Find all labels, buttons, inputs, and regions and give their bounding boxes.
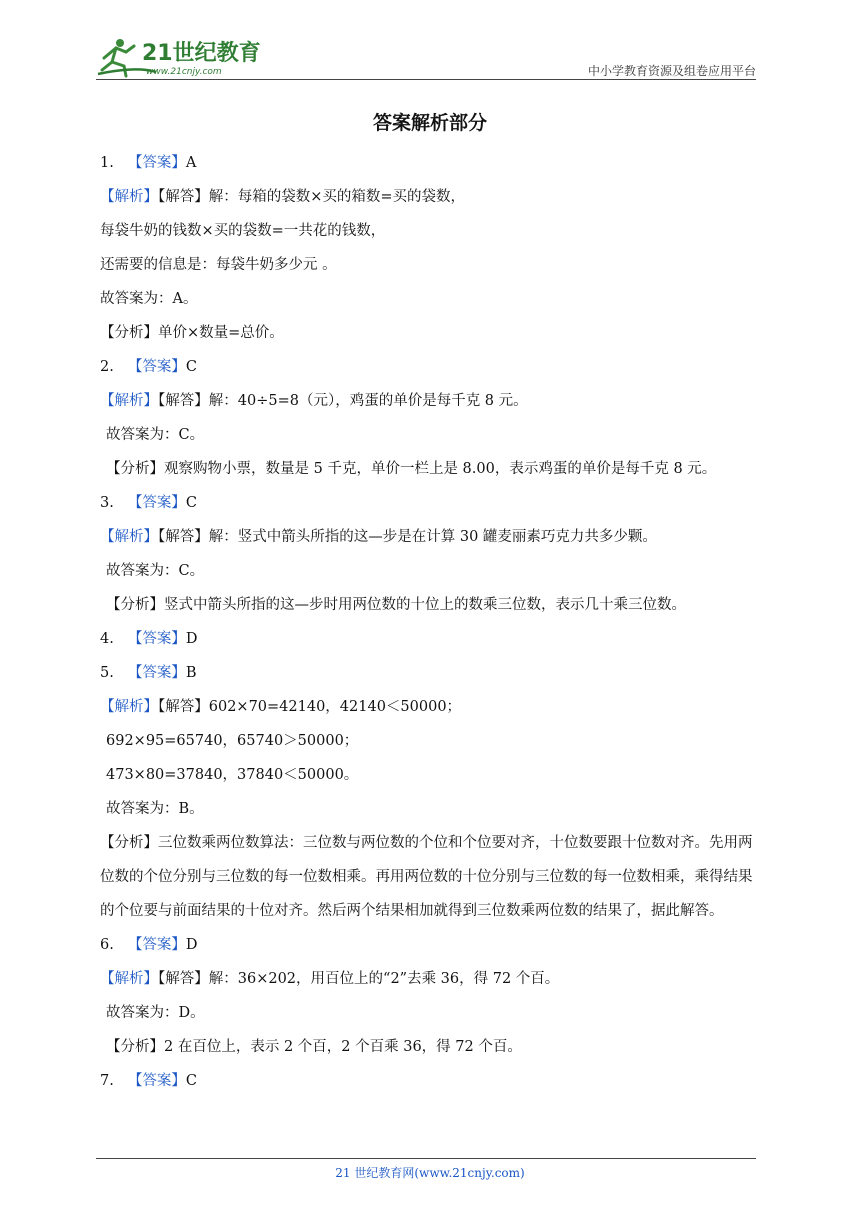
answer-list bbox=[100, 146, 760, 1098]
logo-url: www.21cnjy.com bbox=[146, 67, 222, 77]
answer-value: C bbox=[185, 359, 197, 375]
explanation-text: 【解答】解：每箱的袋数×买的箱数=买的袋数， bbox=[158, 189, 466, 205]
logo-21cnjy bbox=[96, 36, 266, 80]
answer-value: C bbox=[185, 495, 197, 511]
answer-line bbox=[100, 622, 760, 656]
explanation-line bbox=[100, 282, 760, 316]
answer-tag: 【答案】 bbox=[127, 631, 186, 647]
explanation-text: 【解答】解：40÷5=8（元），鸡蛋的单价是每千克 8 元。 bbox=[158, 393, 528, 409]
explanation-line bbox=[100, 996, 760, 1030]
answer-line bbox=[100, 656, 760, 690]
explanation-text: 还需要的信息是：每袋牛奶多少元 。 bbox=[100, 257, 337, 273]
explanation-text: 【分析】三位数乘两位数算法：三位数与两位数的个位和个位要对齐，十位数要跟十位数对齐。先用两位数的个位分别与三位数的每一位数相乘。再用两位数的十位分别与三位数的每一位数相乘，乘得结果的个位要与前面结果的十位对齐。然后两个结果相加就得到三位数乘两位数的结果了，据此解答。 bbox=[100, 835, 753, 919]
answer-value: C bbox=[185, 1073, 197, 1089]
item-number: 3. bbox=[100, 495, 114, 511]
explanation-text: 【解答】解：竖式中箭头所指的这—步是在计算 30 罐麦丽素巧克力共多少颗。 bbox=[158, 529, 657, 545]
page-header bbox=[96, 30, 756, 80]
answer-line bbox=[100, 350, 760, 384]
explanation-line bbox=[100, 1030, 760, 1064]
explanation-text: 【解答】602×70=42140，42140＜50000； bbox=[158, 699, 462, 715]
header-rule bbox=[96, 79, 756, 80]
explanation-text: 【分析】2 在百位上，表示 2 个百，2 个百乘 36，得 72 个百。 bbox=[106, 1039, 522, 1055]
explanation-text: 473×80=37840，37840＜50000。 bbox=[106, 767, 359, 783]
explanation-text: 故答案为：C。 bbox=[106, 563, 205, 579]
answer-tag: 【答案】 bbox=[127, 155, 186, 171]
explanation-text: 【分析】观察购物小票，数量是 5 千克，单价一栏上是 8.00，表示鸡蛋的单价是每千克 8 元。 bbox=[106, 461, 717, 477]
answer-value: D bbox=[185, 631, 198, 647]
explanation-text: 【分析】单价×数量=总价。 bbox=[100, 325, 284, 341]
answer-tag: 【答案】 bbox=[127, 1073, 186, 1089]
logo-text: 21世纪教育 bbox=[142, 41, 261, 66]
explanation-line bbox=[100, 418, 760, 452]
analysis-tag: 【解析】 bbox=[100, 393, 158, 409]
answer-value: D bbox=[185, 937, 198, 953]
item-number: 7. bbox=[100, 1073, 114, 1089]
answer-tag: 【答案】 bbox=[127, 359, 186, 375]
answer-tag: 【答案】 bbox=[127, 937, 186, 953]
explanation-text: 每袋牛奶的钱数×买的袋数=一共花的钱数， bbox=[100, 223, 386, 239]
analysis-line bbox=[100, 962, 760, 996]
answer-line bbox=[100, 928, 760, 962]
answer-line bbox=[100, 486, 760, 520]
analysis-line bbox=[100, 384, 760, 418]
answer-tag: 【答案】 bbox=[127, 495, 186, 511]
analysis-tag: 【解析】 bbox=[100, 971, 158, 987]
explanation-text: 故答案为：D。 bbox=[106, 1005, 205, 1021]
explanation-line bbox=[100, 248, 760, 282]
explanation-line bbox=[100, 588, 760, 622]
platform-name: 中小学教育资源及组卷应用平台 bbox=[587, 64, 756, 78]
explanation-text: 故答案为：B。 bbox=[106, 801, 204, 817]
explanation-text: 【分析】竖式中箭头所指的这—步时用两位数的十位上的数乘三位数，表示几十乘三位数。 bbox=[106, 597, 686, 613]
explanation-line bbox=[100, 214, 760, 248]
explanation-line bbox=[100, 316, 760, 350]
answer-value: B bbox=[185, 665, 197, 681]
analysis-tag: 【解析】 bbox=[100, 699, 158, 715]
analysis-tag: 【解析】 bbox=[100, 529, 158, 545]
explanation-text: 故答案为：A。 bbox=[100, 291, 198, 307]
explanation-line bbox=[100, 452, 760, 486]
answer-value: A bbox=[185, 155, 197, 171]
explanation-line bbox=[100, 826, 760, 928]
analysis-line bbox=[100, 520, 760, 554]
explanation-text: 692×95=65740，65740＞50000； bbox=[106, 733, 359, 749]
analysis-line bbox=[100, 180, 760, 214]
item-number: 1. bbox=[100, 155, 114, 171]
answer-tag: 【答案】 bbox=[127, 665, 186, 681]
answer-line bbox=[100, 1064, 760, 1098]
explanation-line bbox=[100, 724, 760, 758]
page-title: 答案解析部分 bbox=[372, 112, 487, 134]
explanation-line bbox=[100, 758, 760, 792]
explanation-text: 【解答】解：36×202，用百位上的“2”去乘 36，得 72 个百。 bbox=[158, 971, 560, 987]
analysis-tag: 【解析】 bbox=[100, 189, 158, 205]
explanation-line bbox=[100, 792, 760, 826]
analysis-line bbox=[100, 690, 760, 724]
explanation-line bbox=[100, 554, 760, 588]
item-number: 2. bbox=[100, 359, 114, 375]
footer-rule bbox=[96, 1158, 756, 1159]
item-number: 6. bbox=[100, 937, 114, 953]
answer-line bbox=[100, 146, 760, 180]
footer-link[interactable]: 21 世纪教育网(www.21cnjy.com) bbox=[335, 1166, 525, 1180]
item-number: 4. bbox=[100, 631, 114, 647]
explanation-text: 故答案为：C。 bbox=[106, 427, 205, 443]
item-number: 5. bbox=[100, 665, 114, 681]
